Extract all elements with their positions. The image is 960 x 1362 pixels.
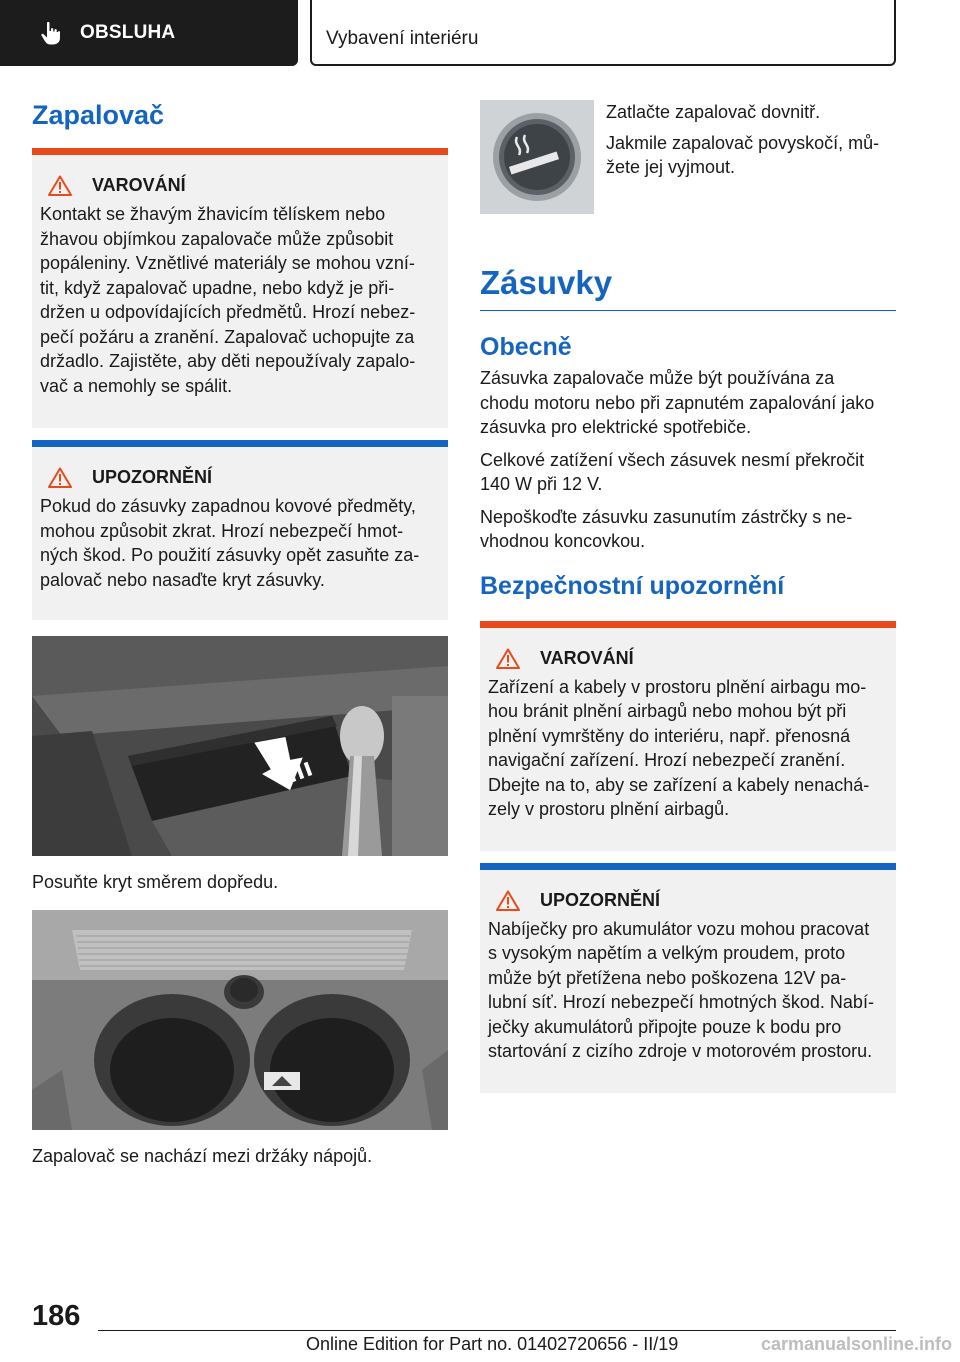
text-line: žete jej vyjmout. — [606, 157, 736, 177]
chapter-tab — [0, 0, 298, 66]
text-line: žhavou objímkou zapalovače může způsobit — [40, 228, 394, 249]
hand-pointer-icon — [40, 21, 62, 45]
text-line: tit, když zapalovač upadne, nebo když je při‐ — [40, 277, 395, 298]
text-line: vhodnou koncovkou. — [480, 531, 646, 551]
footer-divider — [98, 1330, 896, 1331]
note-title: UPOZORNĚNÍ — [540, 889, 661, 910]
text-line: chodu motoru nebo při zapnutém zapalování jako — [480, 392, 875, 413]
instruction-line: Zatlačte zapalovač dovnitř. — [606, 102, 821, 122]
text-line: zely v prostoru plnění airbagů. — [488, 799, 730, 819]
warning-triangle-icon — [48, 467, 72, 488]
section-title: Vybavení interiéru — [326, 28, 479, 49]
photo-caption: Zapalovač se nachází mezi držáky nápojů. — [32, 1146, 373, 1166]
text-line: Pokud do zásuvky zapadnou kovové předměty, — [40, 496, 416, 516]
lighter-instructions — [480, 100, 896, 226]
text-line: startování z cizího zdroje v motorovém prostoru. — [488, 1041, 873, 1061]
warning-box-airbag — [480, 621, 896, 851]
left-column — [32, 100, 448, 1168]
note-box-socket — [32, 440, 448, 620]
photo-caption: Posuňte kryt směrem dopředu. — [32, 872, 279, 892]
chapter-title: OBSLUHA — [80, 22, 176, 43]
text-line: vač a nemohly se spálit. — [40, 375, 233, 396]
text-line: pečí požáru a zranění. Zapalovač uchopujte za — [40, 326, 415, 347]
text-line: popáleniny. Vznětlivé materiály se mohou vzní‐ — [40, 253, 415, 273]
warning-triangle-icon — [496, 648, 520, 669]
page-header — [0, 0, 960, 66]
safety-subheading: Bezpečnostní upozornění — [480, 571, 785, 600]
console-cover-photo — [32, 636, 448, 856]
load-paragraph — [480, 448, 896, 497]
lighter-illustration — [487, 107, 587, 207]
warning-triangle-icon — [496, 890, 520, 911]
text-line: ječky akumulátorů připojte pouze k bodu pro — [488, 1016, 842, 1037]
cup-holder-photo — [32, 910, 448, 1130]
text-line: ných škod. Po použití zásuvky opět zasuňte za‐ — [40, 545, 420, 565]
text-line: zásuvka pro elektrické spotřebiče. — [480, 417, 752, 437]
right-column — [480, 100, 896, 1093]
text-line: Zásuvka zapalovače může být používána za — [480, 368, 835, 388]
lighter-photo — [480, 100, 594, 214]
warning-box-lighter — [32, 148, 448, 428]
section-tab — [310, 0, 896, 66]
general-subheading: Obecně — [480, 333, 572, 361]
text-line: lubní síť. Hrozí nebezpečí hmotných škod. Nabí‐ — [488, 992, 874, 1012]
text-line: plnění vymrštěny do interiéru, např. přenosná — [488, 725, 851, 746]
text-line: držen u odpovídajících předmětů. Hrozí nebez‐ — [40, 302, 416, 322]
text-line: Jakmile zapalovač povyskočí, mů‐ — [606, 132, 880, 153]
text-line: Zařízení a kabely v prostoru plnění airbagu mo‐ — [488, 676, 867, 697]
text-line: palovač nebo nasaďte kryt zásuvky. — [40, 569, 325, 590]
note-title: UPOZORNĚNÍ — [92, 467, 213, 487]
console-cover-illustration — [32, 636, 448, 856]
text-line: hou bránit plnění airbagů nebo mohou být při — [488, 701, 847, 721]
text-line: Celkové zatížení všech zásuvek nesmí překročit — [480, 449, 865, 470]
note-box-charger — [480, 863, 896, 1093]
lighter-heading: Zapalovač — [32, 100, 165, 130]
cup-holder-illustration — [32, 910, 448, 1130]
text-line: Nepoškoďte zásuvku zasunutím zástrčky s ne‐ — [480, 506, 853, 527]
sockets-heading: Zásuvky — [480, 264, 896, 311]
text-line: Kontakt se žhavým žhavicím tělískem nebo — [40, 204, 386, 224]
text-line: mohou způsobit zkrat. Hrozí nebezpečí hmot‐ — [40, 520, 404, 541]
warning-title: VAROVÁNÍ — [92, 175, 186, 195]
general-paragraph — [480, 366, 896, 440]
text-line: navigační zařízení. Hrozí nebezpečí zranění. — [488, 750, 846, 770]
text-line: může být přetížena nebo poškozena 12V pa‐ — [488, 967, 847, 988]
text-line: držadlo. Zajistěte, aby děti nepoužívaly zapalo‐ — [40, 351, 416, 371]
text-line: 140 W při 12 V. — [480, 474, 603, 494]
plug-paragraph — [480, 505, 896, 554]
warning-triangle-icon — [48, 175, 72, 196]
text-line: s vysokým napětím a velkým proudem, proto — [488, 943, 846, 963]
warning-title: VAROVÁNÍ — [540, 647, 634, 668]
text-line: Nabíječky pro akumulátor vozu mohou pracovat — [488, 918, 870, 939]
watermark: carmanualsonline.info — [760, 1334, 952, 1354]
page-number: 186 — [32, 1300, 81, 1332]
edition-text: Online Edition for Part no. 01402720656 - II/19 — [306, 1334, 679, 1354]
text-line: Dbejte na to, aby se zařízení a kabely nenachá‐ — [488, 774, 870, 795]
